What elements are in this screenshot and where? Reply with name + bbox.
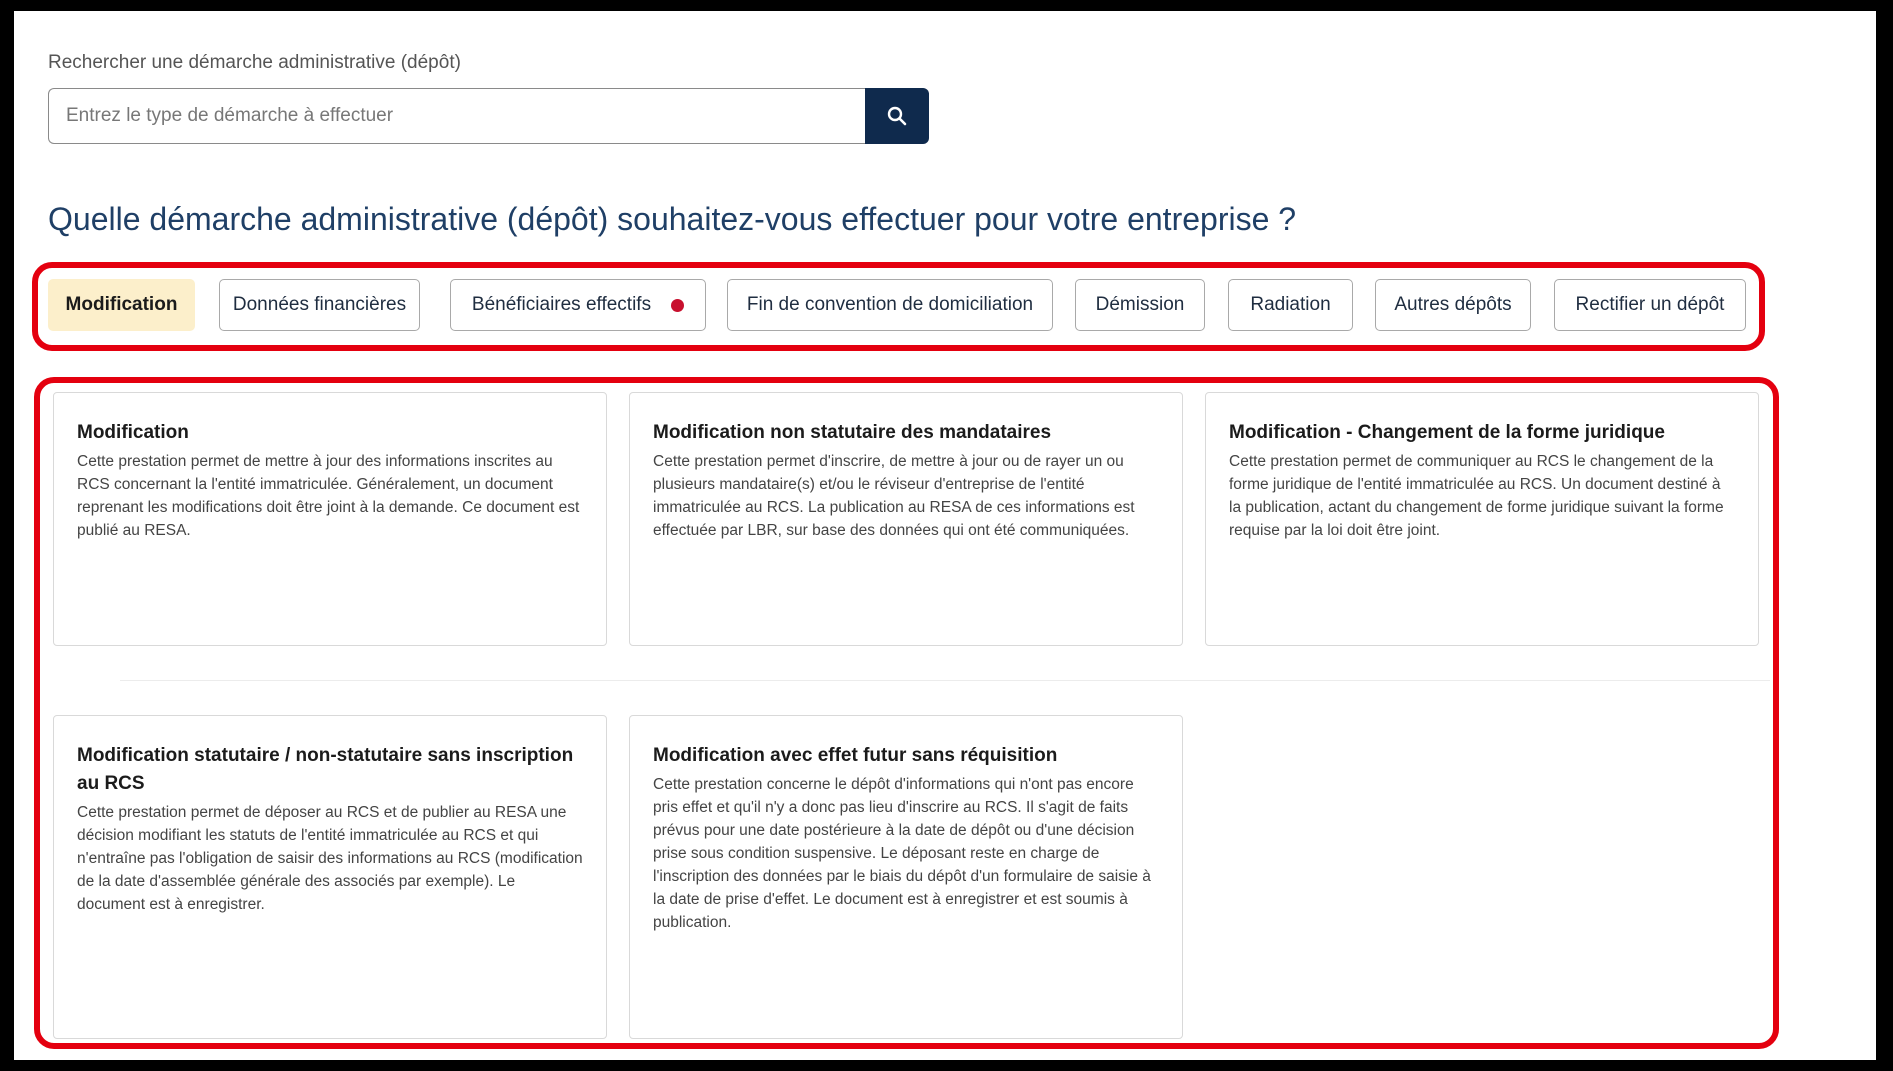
tab-autres-depots[interactable] — [1375, 279, 1531, 331]
search-button[interactable] — [865, 88, 929, 144]
search-box — [48, 88, 929, 144]
card-modification-changement-forme-juridique[interactable] — [1205, 392, 1759, 646]
tab-donnees-financieres[interactable] — [219, 279, 420, 331]
card-modification-statutaire-sans-inscription[interactable] — [53, 715, 607, 1039]
card-description: Cette prestation permet de déposer au RCS et de publier au RESA une décision modifiant les statuts de l'entité immatriculée au RCS et qui n'entraîne pas l'obligation de saisir des informations au RCS (modification de la date d'assemblée générale des associés par exemple). Le document est à enregistrer. — [77, 804, 583, 913]
tab-label: Bénéficiaires effectifs — [471, 294, 652, 315]
tab-demission[interactable] — [1075, 279, 1205, 331]
tab-label: Autres dépôts — [1394, 294, 1512, 315]
card-modification[interactable] — [53, 392, 607, 646]
tab-label: Données financières — [232, 294, 407, 315]
tab-label: Modification — [65, 294, 178, 315]
card-modification-effet-futur[interactable] — [629, 715, 1183, 1039]
tab-beneficiaires-effectifs[interactable] — [450, 279, 706, 331]
tab-radiation[interactable] — [1228, 279, 1353, 331]
search-label: Rechercher une démarche administrative (dépôt) — [48, 52, 461, 73]
card-title: Modification - Changement de la forme juridique — [1229, 422, 1665, 443]
card-title: Modification statutaire / non-statutaire sans inscription au RCS — [77, 745, 574, 794]
card-title: Modification non statutaire des mandataires — [653, 422, 1052, 443]
card-description: Cette prestation permet de communiquer au RCS le changement de la forme juridique de l'entité immatriculée au RCS. Un document destiné à la publication, actant du changement de forme juridique suivant la forme requise par la loi doit être joint. — [1229, 453, 1724, 539]
search-input[interactable] — [48, 88, 865, 144]
card-description: Cette prestation permet de mettre à jour des informations inscrites au RCS concernant la l'entité immatriculée. Généralement, un document reprenant les modifications doit être joint à la demande. Ce document est publié au RESA. — [77, 453, 580, 539]
tab-label: Rectifier un dépôt — [1575, 294, 1725, 315]
card-title: Modification — [77, 422, 189, 443]
tab-label: Démission — [1095, 294, 1185, 315]
tab-fin-de-convention-de-domiciliation[interactable] — [727, 279, 1053, 331]
tab-rectifier-un-depot[interactable] — [1554, 279, 1746, 331]
page — [14, 11, 1876, 1060]
tab-label: Fin de convention de domiciliation — [746, 294, 1034, 315]
page-title: Quelle démarche administrative (dépôt) souhaitez-vous effectuer pour votre entreprise ? — [48, 201, 1297, 237]
card-modification-non-statutaire-des-mandataires[interactable] — [629, 392, 1183, 646]
search-icon — [887, 106, 907, 126]
tab-label: Radiation — [1250, 294, 1331, 315]
card-description: Cette prestation permet d'inscrire, de mettre à jour ou de rayer un ou plusieurs mandataire(s) et/ou le réviseur d'entreprise de l'entité immatriculée au RCS. La publication au RESA de ces informations est effectuée par LBR, sur base des données qui ont été communiquées. — [653, 453, 1135, 539]
card-description: Cette prestation concerne le dépôt d'informations qui n'ont pas encore pris effet et qu'il n'y a donc pas lieu d'inscrire au RCS. Il s'agit de faits prévus pour une date postérieure à la date de dépôt ou d'une décision prise sous condition suspensive. Le déposant reste en charge de l'inscription des données par le biais du dépôt d'un formulaire de saisie à la date de prise d'effet. Le document est à enregistrer et est soumis à publication. — [653, 776, 1151, 931]
tab-modification[interactable] — [48, 279, 195, 331]
card-title: Modification avec effet futur sans réquisition — [653, 745, 1058, 766]
notification-dot — [671, 299, 684, 312]
row-divider — [120, 680, 1770, 681]
